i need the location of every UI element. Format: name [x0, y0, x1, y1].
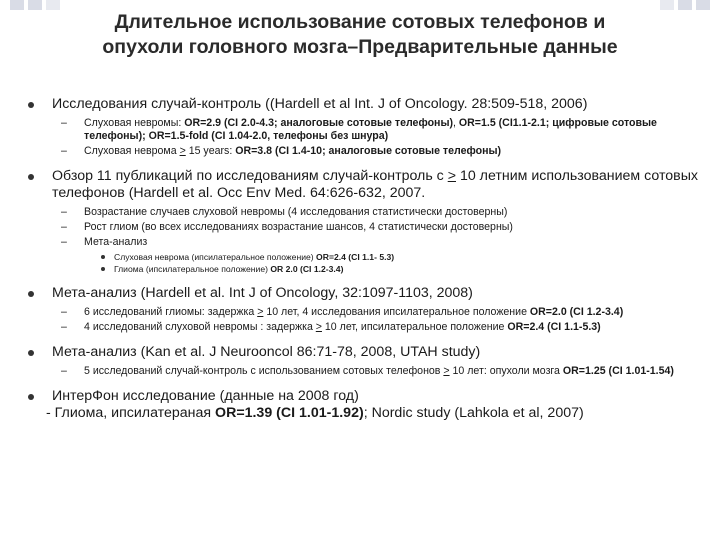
bullet-text: Мета-анализ (Kan et al. J Neurooncol 86:71-78, 2008, UTAH study) [52, 344, 481, 360]
dash-icon: – [61, 117, 67, 129]
text-run: OR=3.8 (CI 1.4-10; аналоговые сотовые телефоны) [235, 145, 502, 157]
bullet-text: Исследования случай-контроль ((Hardell et al Int. J of Oncology. 28:509-518, 2006) [52, 96, 588, 112]
slide-title [30, 10, 690, 60]
text-run: Глиома (ипсилатеральное положение) [114, 264, 271, 274]
sub-sub-bullet-item [0, 263, 720, 275]
text-run: 5 исследований случай-контроль с использованием сотовых телефонов [84, 365, 444, 377]
bullet-item [0, 344, 720, 361]
text-run: ; Nordic study (Lahkola et al, 2007) [363, 405, 584, 421]
bullet-dot-icon [28, 174, 34, 180]
sub-bullet-item [0, 206, 720, 219]
sub-bullet-item [0, 321, 720, 334]
text-run: Слуховая невромa [84, 145, 180, 157]
text-run: OR=1.25 (CI 1.01-1.54) [562, 365, 674, 377]
text-run: 10 летним использованием сотовых телефонов (Hardell et al. Occ Env Med. 64:626-632, 2007. [52, 168, 699, 201]
bullet-dot-icon [101, 255, 105, 259]
title-line-2: опухоли головного мозга–Предварительные данные [102, 36, 618, 58]
dash-icon: – [61, 206, 67, 218]
text-run: > [315, 321, 322, 333]
text-run: 15 years: [185, 145, 236, 157]
text-run: > [257, 306, 264, 318]
bullet-dot-icon [28, 291, 34, 297]
text-run: > [443, 365, 450, 377]
text-run: Обзор 11 публикаций по исследованиям случай-контроль с [52, 168, 448, 184]
text-run: 10 лет, 4 исследования ипсилатеральное положение [263, 306, 530, 318]
sub-bullet-item [0, 306, 720, 319]
text-run: OR=2.9 (CI 2.0-4.3; аналоговые сотовые телефоны) [184, 117, 454, 129]
bullet-item [0, 168, 720, 202]
bullet-list [0, 96, 720, 422]
text-run: OR=2.0 (CI 1.2-3.4) [529, 306, 624, 318]
sub-bullet-item [0, 117, 720, 143]
dash-icon: – [61, 221, 67, 233]
text-run: , [453, 117, 459, 129]
dash-icon: – [61, 145, 67, 157]
bullet-item [0, 285, 720, 302]
dash-icon: – [61, 321, 67, 333]
sub-sub-bullet-item [0, 251, 720, 263]
dash-icon: – [61, 236, 67, 248]
text-run: 10 лет: опухоли мозга [449, 365, 563, 377]
bullet-text: Мета-анализ (Hardell et al. Int J of Oncology, 32:1097-1103, 2008) [52, 285, 473, 301]
sub-bullet-item [0, 365, 720, 378]
title-line-1: Длительное использование сотовых телефонов и [114, 11, 606, 33]
text-run: Мета-анализ [84, 236, 148, 248]
text-run: - Глиома, ипсилатераная [46, 405, 216, 421]
text-run: OR=2.4 (CI 1.1-5.3) [507, 321, 601, 333]
text-run: 6 исследований глиомы: задержка [84, 306, 258, 318]
text-run: Слуховая невромы: [84, 117, 185, 129]
text-run: Рост глиом (во всех исследованиях возрастание шансов, 4 статистически достоверны) [84, 221, 513, 233]
text-run: 10 лет, ипсилатеральное положение [321, 321, 508, 333]
text-run: OR=1.5 (CI1.1-2.1; цифровые сотовые телефоны); OR=1.5-fold (CI 1.04-2.0, телефоны без шнура) [84, 117, 657, 142]
dash-icon: – [61, 365, 67, 377]
text-run: > [447, 168, 456, 184]
sub-bullet-item [0, 145, 720, 158]
bullet-item [0, 96, 720, 113]
sub-bullet-item [0, 221, 720, 234]
text-run: 4 исследований слуховой невромы : задержка [84, 321, 316, 333]
bullet-dot-icon [101, 267, 105, 271]
text-run: OR=2.4 (CI 1.1- 5.3) [316, 252, 395, 262]
text-run: Слуховая невромa (ипсилатеральное положение) [114, 252, 317, 262]
text-run: OR=1.39 (CI 1.01-1.92) [215, 405, 364, 421]
bullet-dot-icon [28, 394, 34, 400]
bullet-extra-line [46, 405, 700, 422]
sub-bullet-item [0, 236, 720, 249]
text-run: OR 2.0 (CI 1.2-3.4) [270, 264, 344, 274]
bullet-dot-icon [28, 350, 34, 356]
bullet-item [0, 388, 720, 422]
bullet-dot-icon [28, 102, 34, 108]
bullet-text: ИнтерФон исследование (данные на 2008 год) [52, 388, 359, 404]
text-run: Возрастание случаев слуховой невромы (4 исследования статистически достоверны) [84, 206, 508, 218]
text-run: > [179, 145, 186, 157]
dash-icon: – [61, 306, 67, 318]
